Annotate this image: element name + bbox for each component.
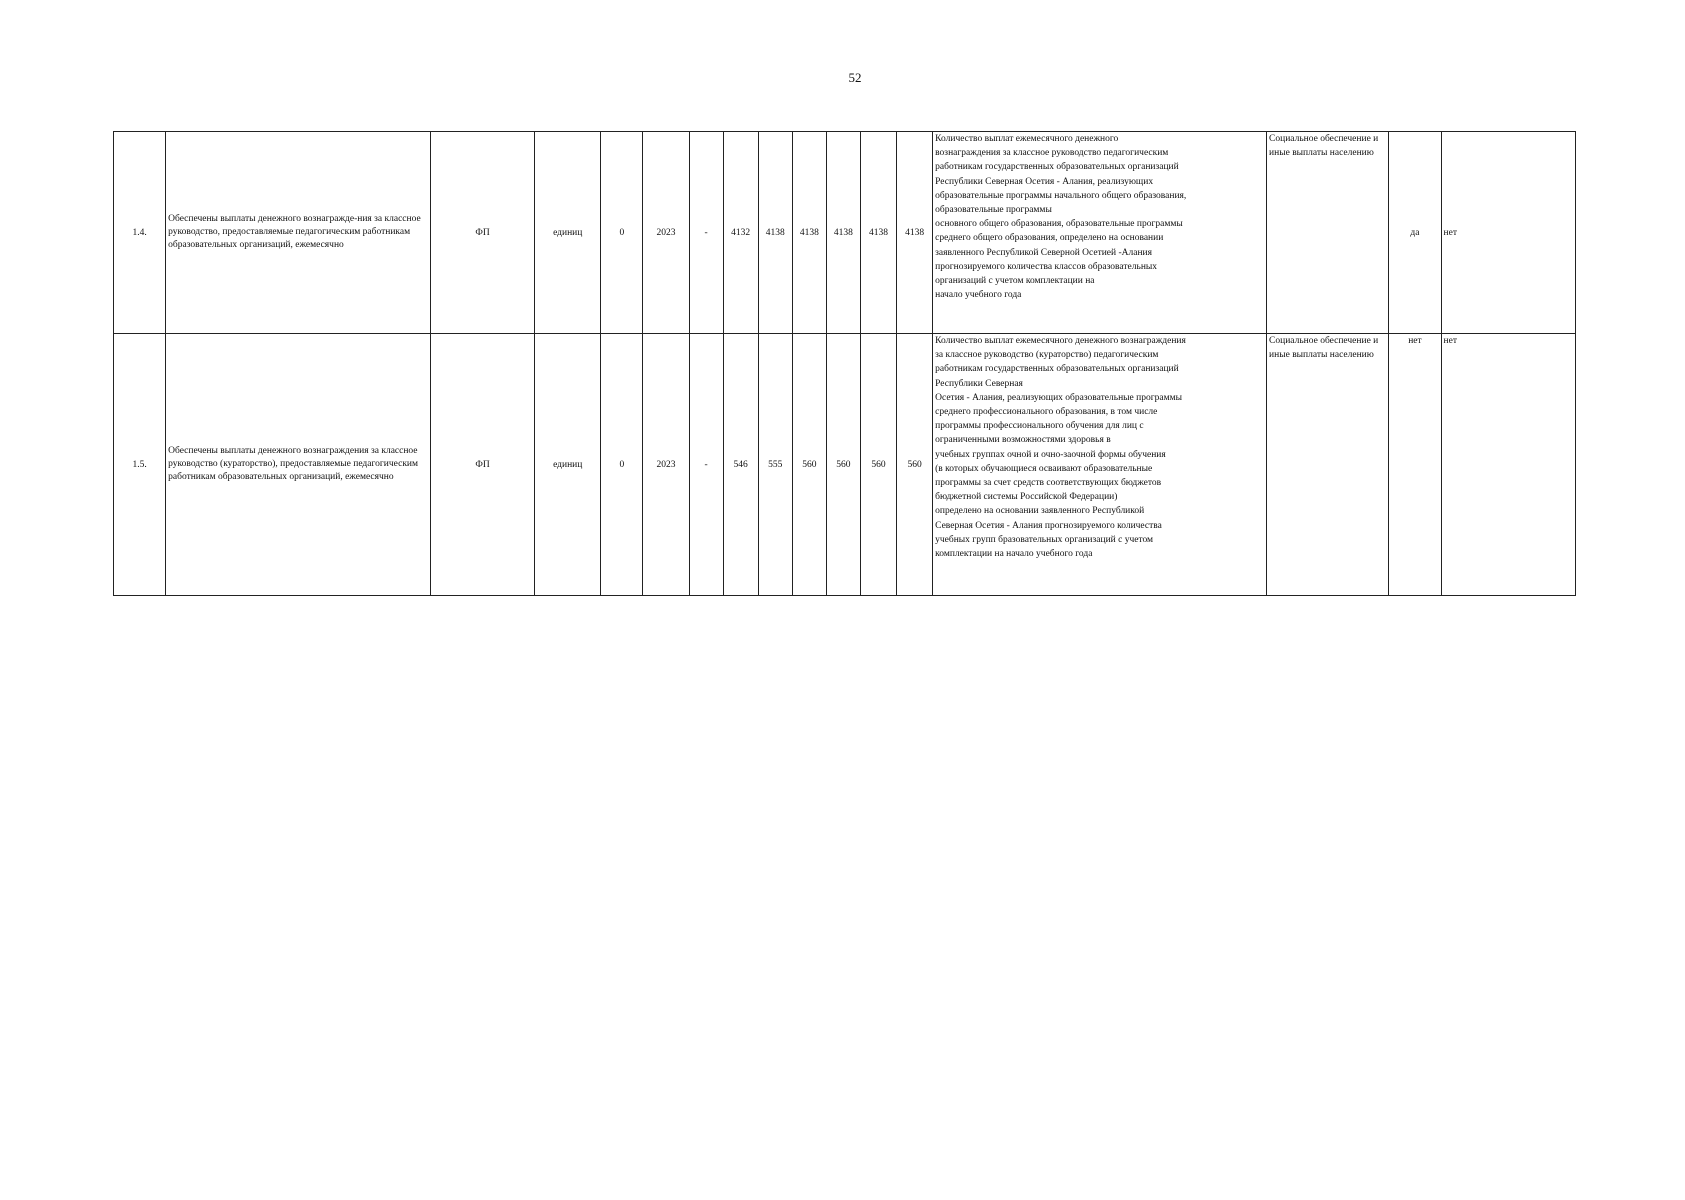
result-description: Обеспечены выплаты денежного вознагражде-ния за классное руководство, предоставляемые педагогическим работникам образовательных организаций, ежемесячно	[166, 132, 431, 334]
flag-value: нет	[1389, 334, 1441, 596]
flag-value: нет	[1441, 132, 1575, 334]
period-value: 4138	[792, 132, 826, 334]
table-row	[114, 132, 1576, 334]
page-number: 52	[848, 70, 862, 85]
period-value: 4138	[860, 132, 896, 334]
methodology-text: Количество выплат ежемесячного денежного вознаграждения за классное руководство педагогическим работникам государственных образовательных организаций Республики Северная Осетия - Алания, реализующих образовательные программы начального общего образования, образовательные программы основного общего образования, образовательные программы среднего общего образования, определено на основании заявленного Республикой Северной Осетией -Алания прогнозируемого количества классов образовательных организаций с учетом комплектации на начало учебного года	[933, 132, 1267, 334]
empty-period-value: -	[689, 132, 723, 334]
period-value: 4132	[723, 132, 758, 334]
result-type: ФП	[430, 334, 534, 596]
base-value: 0	[601, 334, 643, 596]
period-value: 555	[758, 334, 792, 596]
expense-category: Социальное обеспечение и иные выплаты населению	[1267, 334, 1389, 596]
period-value: 4138	[826, 132, 860, 334]
period-value: 4138	[897, 132, 933, 334]
unit-of-measure: единиц	[535, 132, 601, 334]
methodology-text: Количество выплат ежемесячного денежного вознаграждения за классное руководство (кураторство) педагогическим работникам государственных образовательных организаций Республики Северная Осетия - Алания, реализующих образовательные программы среднего профессионального образования, в том числе программы профессионального обучения для лиц с ограниченными возможностями здоровья в учебных группах очной и очно-заочной формы обучения (в которых обучающиеся осваивают образовательные программы за счет средств соответствующих бюджетов бюджетной системы Российской Федерации) определено на основании заявленного Республикой Северная Осетия - Алания прогнозируемого количества учебных групп бразовательных организаций с учетом комплектации на начало учебного года	[933, 334, 1267, 596]
row-number: 1.4.	[114, 132, 166, 334]
base-year: 2023	[643, 334, 689, 596]
expense-category: Социальное обеспечение и иные выплаты населению	[1267, 132, 1389, 334]
table-row	[114, 334, 1576, 596]
period-value: 560	[826, 334, 860, 596]
flag-value: нет	[1441, 334, 1575, 596]
indicators-table	[113, 131, 1576, 596]
result-type: ФП	[430, 132, 534, 334]
empty-period-value: -	[689, 334, 723, 596]
period-value: 560	[897, 334, 933, 596]
base-value: 0	[601, 132, 643, 334]
result-description: Обеспечены выплаты денежного вознаграждения за классное руководство (кураторство), предоставляемые педагогическим работникам образовательных организаций, ежемесячно	[166, 334, 431, 596]
period-value: 560	[792, 334, 826, 596]
period-value: 546	[723, 334, 758, 596]
period-value: 4138	[758, 132, 792, 334]
unit-of-measure: единиц	[535, 334, 601, 596]
flag-value: да	[1389, 132, 1441, 334]
row-number: 1.5.	[114, 334, 166, 596]
base-year: 2023	[643, 132, 689, 334]
period-value: 560	[860, 334, 896, 596]
